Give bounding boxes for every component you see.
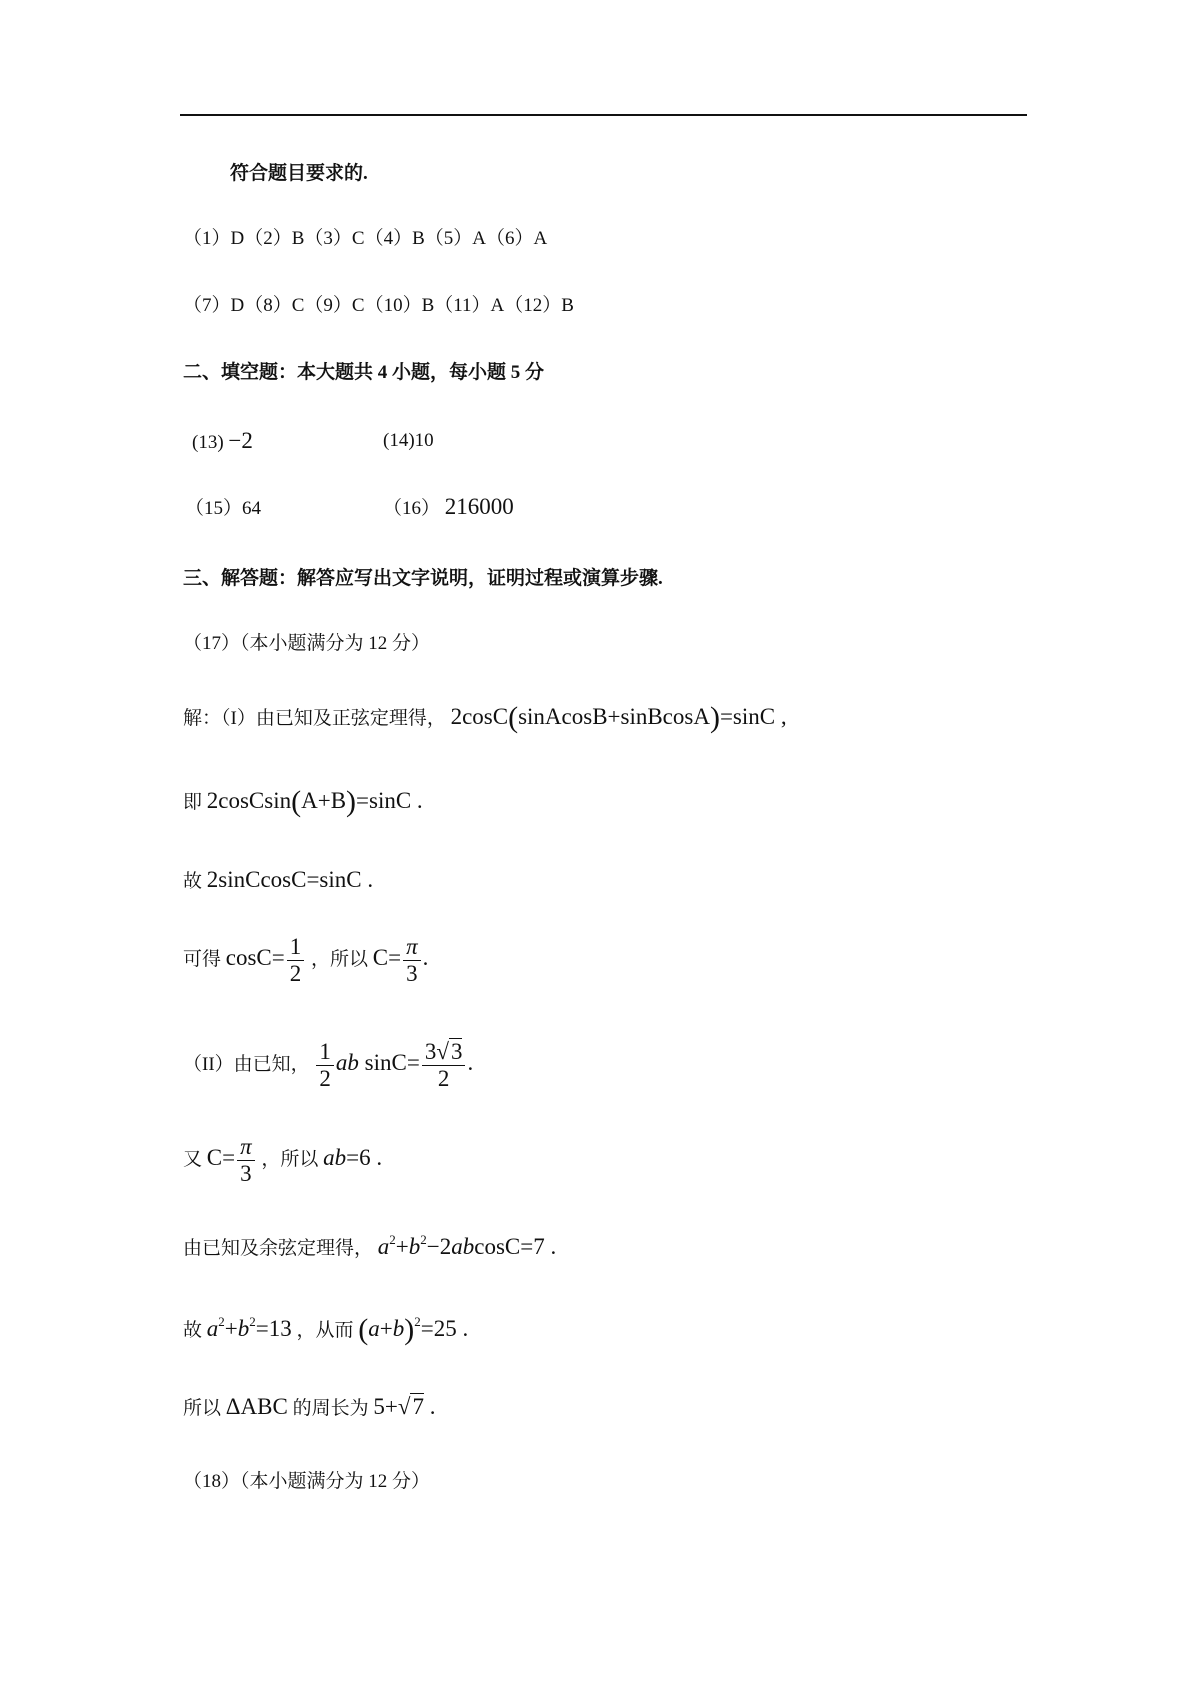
q17-line-6 (183, 1128, 382, 1190)
q17-line-7 (183, 1226, 556, 1263)
q17-l8-formula-a: $a^2+b^2=13$ (206, 1314, 292, 1341)
q17-l7-text: 由已知及余弦定理得， (183, 1238, 374, 1259)
q17-l6-formula-b: ab=6 . (323, 1145, 383, 1170)
q17-line-2 (183, 787, 423, 817)
q13-value: −2 (228, 428, 253, 453)
q17-l1-formula: 2cosC(sinAcosB+sinBcosA)=sinC , (450, 701, 787, 734)
choice-answers-row-1: （1）D（2）B（3）C（4）B（5）A（6）A (183, 228, 548, 249)
q17-line-3 (183, 866, 373, 896)
q17-l4-text: 可得 (183, 949, 222, 970)
q17-l9-formula-a: ΔABC (225, 1394, 288, 1419)
q17-line-1 (183, 703, 787, 733)
q17-line-9 (183, 1393, 435, 1423)
header-rule (180, 114, 1027, 116)
q17-l4-formula-b: C= (372, 945, 402, 970)
q16-answer (383, 493, 514, 523)
q17-l4-mid: ，所以 (311, 949, 369, 970)
fraction-pi-over-3-b: $\frac{\pi}{3}$ (237, 1134, 255, 1187)
q15-answer: （15）64 (185, 498, 262, 519)
q17-l8-formula-b: $(a+b)^2=25$ . (358, 1313, 469, 1346)
q17-l6-formula-a: C= (206, 1145, 236, 1170)
fraction-pi-over-3: $\frac{\pi}{3}$ (403, 934, 421, 987)
q17-l7-formula: $a^2+b^2-2abcosC=7$ . (377, 1232, 557, 1259)
fill-answers-row-1 (192, 427, 253, 457)
q17-l5-formula: ab sinC= (335, 1050, 420, 1075)
q17-l9-formula-b: 5+√7 . (373, 1394, 436, 1419)
q17-line-4: 可得 cosC= $\frac{1}{2}$ ，所以 C= $\frac{\pi}{3}$ . (183, 934, 429, 987)
q17-l2-text: 即 (183, 792, 203, 813)
q17-line-5: （II）由已知， $\frac{1}{2}$ ab sinC= $\frac{3√3}{2}$ . (183, 1039, 474, 1092)
q17-l6-text: 又 (183, 1149, 203, 1170)
q17-l3-formula: 2sinCcosC=sinC . (206, 867, 374, 892)
q17-l5-text: （II）由已知， (183, 1054, 310, 1075)
section-3-title: 三、解答题：解答应写出文字说明，证明过程或演算步骤. (183, 568, 663, 589)
q16-label: （16） (383, 498, 441, 519)
q13-label: (13) (192, 432, 224, 453)
q17-l1-text: 解：（I）由已知及正弦定理得， (183, 708, 446, 729)
q17-l4-formula-a: cosC= (225, 945, 285, 970)
q17-l8-text: 故 (183, 1320, 203, 1341)
q17-l8-mid: ，从而 (296, 1320, 354, 1341)
q17-l3-text: 故 (183, 871, 203, 892)
header-line: 符合题目要求的. (230, 163, 368, 184)
fraction-one-half: $\frac{1}{2}$ (287, 934, 305, 987)
choice-answers-row-2: （7）D（8）C（9）C（10）B（11）A（12）B (183, 295, 574, 316)
q16-value: 216000 (444, 494, 514, 519)
q17-l6-mid: ，所以 (261, 1149, 319, 1170)
fraction-one-half-b: $\frac{1}{2}$ (316, 1039, 334, 1092)
q17-l9-mid: 的周长为 (292, 1398, 369, 1419)
q17-header: （17）（本小题满分为 12 分） (183, 633, 431, 654)
q17-line-8 (183, 1308, 468, 1345)
q17-l9-text: 所以 (183, 1398, 222, 1419)
q14-answer: (14)10 (383, 430, 434, 451)
q17-l2-formula: 2cosCsin(A+B)=sinC . (206, 785, 423, 818)
q18-header: （18）（本小题满分为 12 分） (183, 1471, 431, 1492)
fraction-3-root-3-over-2: $\frac{3√3}{2}$ (422, 1039, 466, 1092)
section-2-title: 二、填空题：本大题共 4 小题，每小题 5 分 (183, 362, 545, 383)
